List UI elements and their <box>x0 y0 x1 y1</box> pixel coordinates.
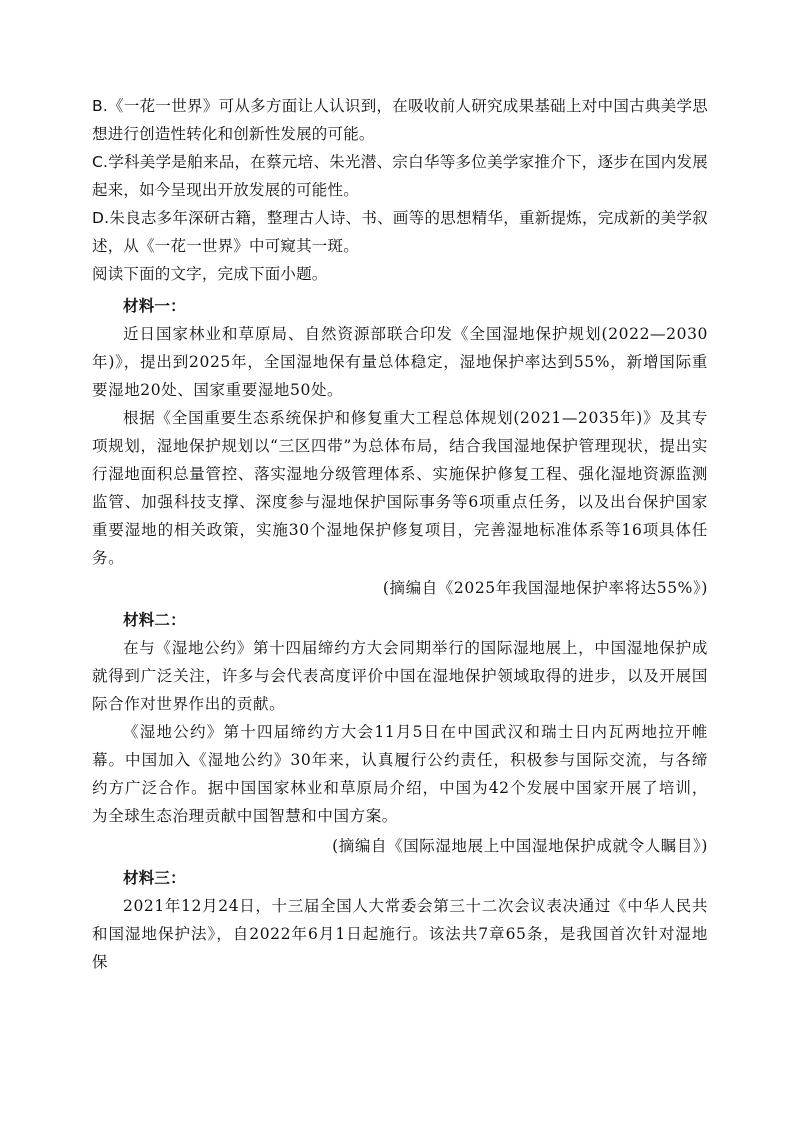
material-2-paragraph-2: 《湿地公约》第十四届缔约方大会11月5日在中国武汉和瑞士日内瓦两地拉开帷幕。中国加入《湿地公约》30年来，认真履行公约责任，积极参与国际交流，与各缔约方广泛合作。据中国国家林业和草原局介绍，中国为42个发展中国家开展了培训，为全球生态治理贡献中国智慧和中国方案。 <box>92 723 708 825</box>
material-1-paragraph-2: 根据《全国重要生态系统保护和修复重大工程总体规划(2021—2035年)》及其专项规划，湿地保护规划以“三区四带”为总体布局，结合我国湿地保护管理现状，提出实行湿地面积总量管控、落实湿地分级管理体系、实施保护修复工程、强化湿地资源监测监管、加强科技支撑、深度参与湿地保护国际事务等6项重点任务，以及出台保护国家重要湿地的相关政策，实施30个湿地保护修复项目，完善湿地标准体系等16项具体任务。 <box>92 409 708 567</box>
material-3-heading: 材料三： <box>123 869 186 887</box>
material-2-heading: 材料二： <box>123 611 186 629</box>
material-2-source: (摘编自《国际湿地展上中国湿地保护成就令人瞩目》) <box>332 837 708 855</box>
material-1-source: (摘编自《2025年我国湿地保护率将达55%》) <box>382 579 708 597</box>
material-1-paragraph-1: 近日国家林业和草原局、自然资源部联合印发《全国湿地保护规划(2022—2030年)》，提出到2025年，全国湿地保有量总体稳定，湿地保护率达到55%，新增国际重要湿地20处、国家重要湿地50处。 <box>92 325 708 399</box>
option-b: B.《一花一世界》可从多方面让人认识到，在吸收前人研究成果基础上对中国古典美学思想进行创造性转化和创新性发展的可能。 <box>92 97 708 143</box>
material-1-heading: 材料一： <box>123 297 186 315</box>
option-c: C.学科美学是舶来品，在蔡元培、朱光潜、宗白华等多位美学家推介下，逐步在国内发展起来，如今呈现出开放发展的可能性。 <box>92 153 708 199</box>
reading-instruction: 阅读下面的文字，完成下面小题。 <box>92 265 328 283</box>
document-page <box>92 92 708 976</box>
material-2-paragraph-1: 在与《湿地公约》第十四届缔约方大会同期举行的国际湿地展上，中国湿地保护成就得到广泛关注，许多与会代表高度评价中国在湿地保护领域取得的进步，以及开展国际合作对世界作出的贡献。 <box>92 639 708 713</box>
material-3-paragraph-1: 2021年12月24日，十三届全国人大常委会第三十二次会议表决通过《中华人民共和国湿地保护法》，自2022年6月1日起施行。该法共7章65条，是我国首次针对湿地保 <box>92 897 708 971</box>
option-d: D.朱良志多年深研古籍，整理古人诗、书、画等的思想精华，重新提炼，完成新的美学叙述，从《一花一世界》中可窥其一斑。 <box>92 209 708 255</box>
